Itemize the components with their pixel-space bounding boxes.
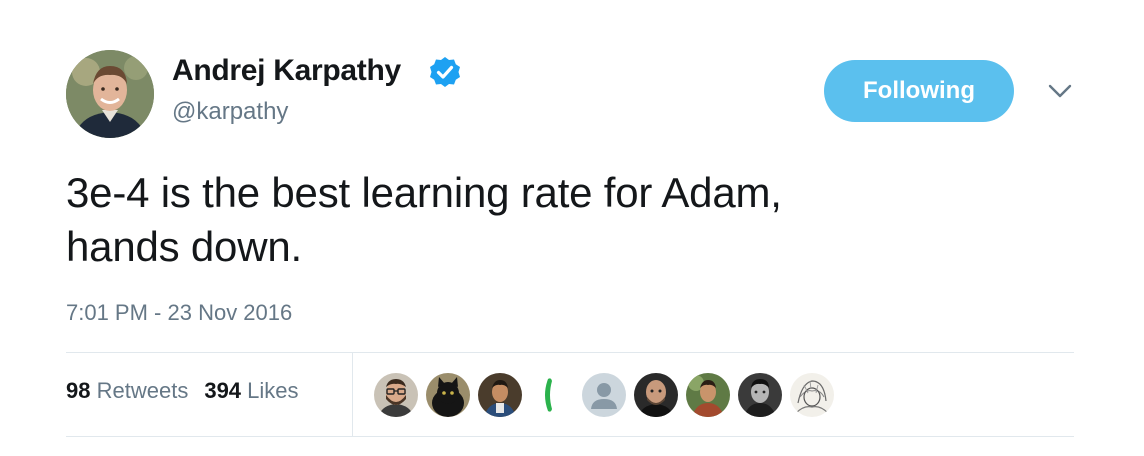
liker-avatar[interactable] [790,373,834,417]
retweets-count: 98 [66,378,91,403]
retweets-label: Retweets [96,378,189,403]
likes-count: 394 [204,378,242,403]
retweets-stat[interactable] [66,378,188,404]
liker-avatar[interactable] [426,373,470,417]
tweet-text: 3e-4 is the best learning rate for Adam, hands down. [66,169,782,270]
liker-avatar[interactable] [738,373,782,417]
tweet-timestamp[interactable]: 7:01 PM - 23 Nov 2016 [66,300,293,325]
likes-stat[interactable] [204,378,298,404]
liker-avatar[interactable] [478,373,522,417]
stats-divider-bottom [66,436,1074,437]
likes-label: Likes [247,378,299,403]
verified-badge-icon [428,56,462,90]
liker-avatar[interactable] [634,373,678,417]
following-button[interactable]: Following [824,60,1014,122]
chevron-down-icon[interactable] [1046,80,1074,102]
stats-divider-vertical [352,352,353,436]
stats-divider-top [66,352,1074,353]
author-name[interactable]: Andrej Karpathy [172,54,401,87]
tweet-stats [66,378,299,404]
author-handle[interactable]: @karpathy [172,98,289,125]
liker-avatar[interactable] [582,373,626,417]
liker-avatar[interactable] [374,373,418,417]
author-avatar[interactable] [66,50,154,138]
liker-avatar[interactable] [686,373,730,417]
liker-avatar[interactable] [530,373,574,417]
